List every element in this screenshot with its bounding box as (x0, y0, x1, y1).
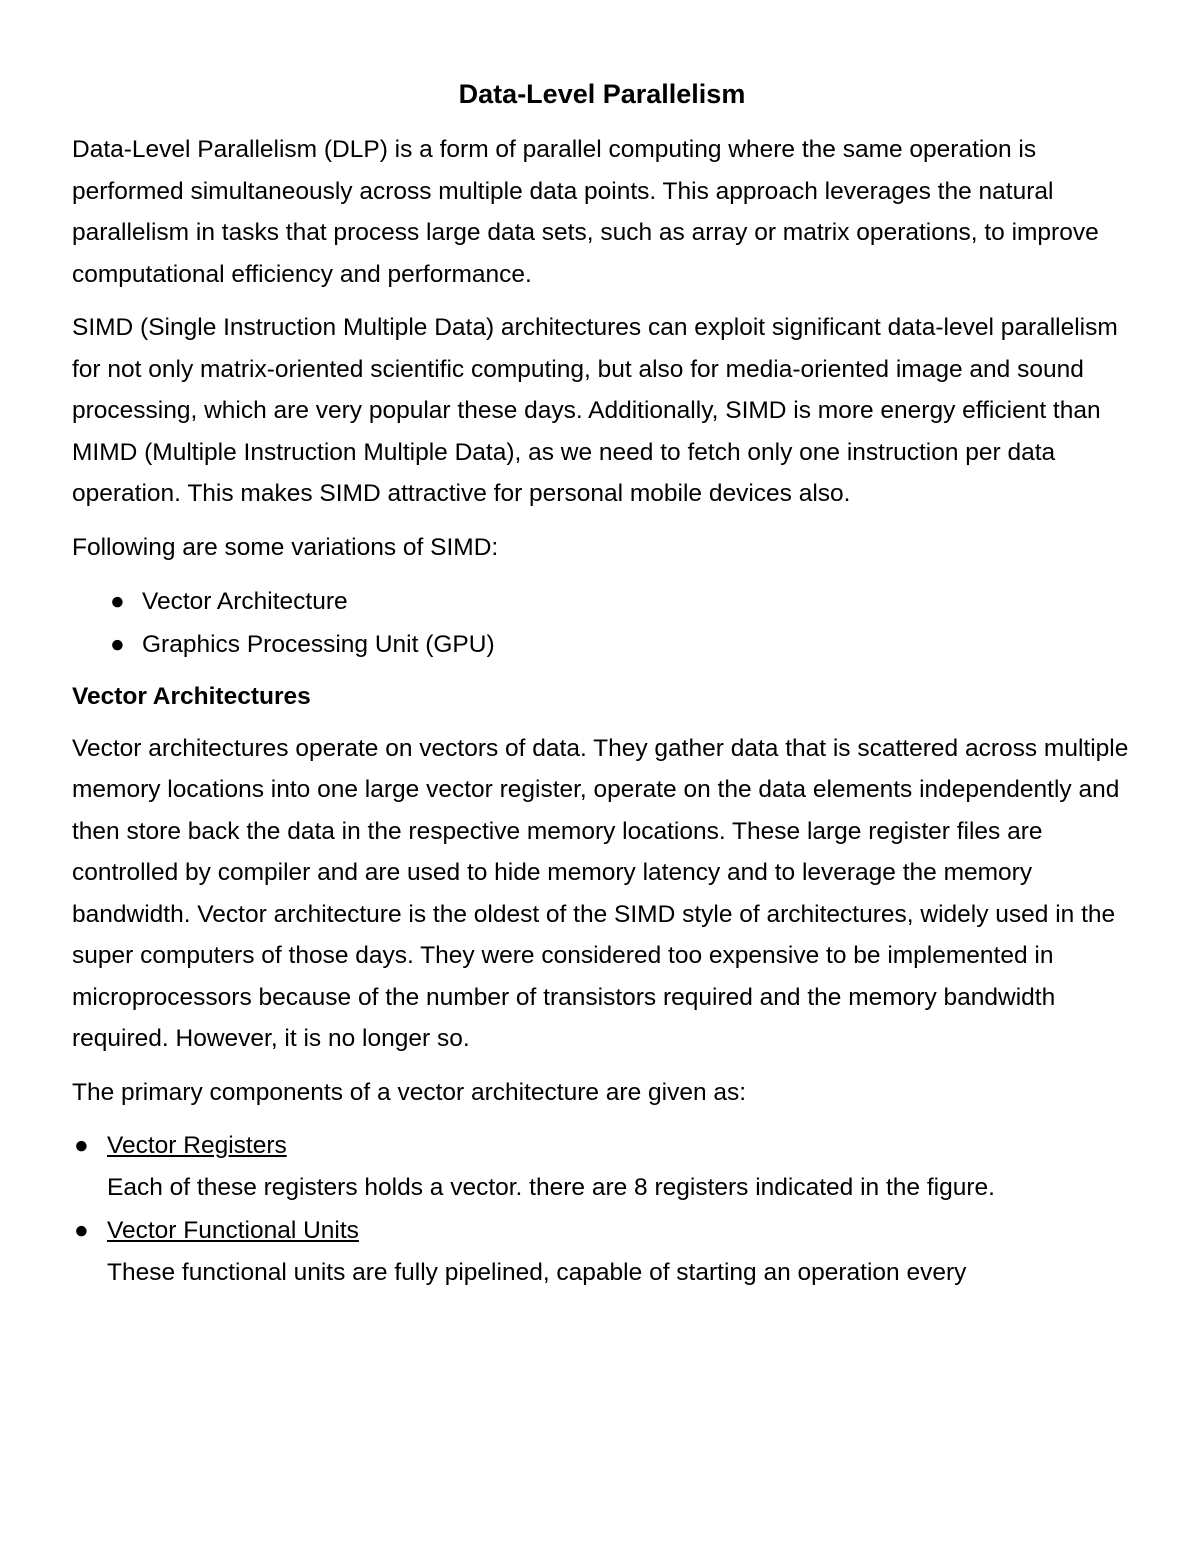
variations-list (72, 580, 1132, 666)
list-item-label: Graphics Processing Unit (GPU) (142, 631, 495, 658)
components-intro: The primary components of a vector architecture are given as: (72, 1078, 747, 1106)
bullet-icon: ● (74, 1217, 89, 1244)
component-description: Each of these registers holds a vector. there are 8 registers indicated in the figure. (107, 1173, 995, 1201)
intro-paragraph: Data-Level Parallelism (DLP) is a form of parallel computing where the same operation is performed simultaneously across multiple data points. This approach leverages the natural parallelism in tasks that process large data sets, such as array or matrix operations, to improve computational efficiency and performance. (72, 136, 1099, 288)
component-description: These functional units are fully pipelined, capable of starting an operation every (107, 1258, 967, 1286)
list-item (72, 1210, 1132, 1293)
component-name: Vector Functional Units (107, 1217, 359, 1244)
variations-intro: Following are some variations of SIMD: (72, 533, 499, 561)
list-item-label: Vector Architecture (142, 588, 348, 615)
list-item (72, 623, 1132, 666)
list-item (72, 1125, 1132, 1208)
bullet-icon: ● (110, 631, 125, 658)
document-page (72, 74, 1132, 1295)
vector-paragraph: Vector architectures operate on vectors of data. They gather data that is scattered across multiple memory locations into one large vector register, operate on the data elements independently and then store back the data in the respective memory locations. These large register files are controlled by compiler and are used to hide memory latency and to leverage the memory bandwidth. Vector architecture is the oldest of the SIMD style of architectures, widely used in the super computers of those days. They were considered too expensive to be implemented in microprocessors because of the number of transistors required and the memory bandwidth required. However, it is no longer so. (72, 734, 1129, 1052)
bullet-icon: ● (74, 1132, 89, 1159)
component-name: Vector Registers (107, 1132, 287, 1159)
section-heading-vector-architectures: Vector Architectures (72, 683, 311, 710)
list-item (72, 580, 1132, 623)
components-list (72, 1125, 1132, 1293)
page-title: Data-Level Parallelism (458, 79, 746, 109)
simd-paragraph: SIMD (Single Instruction Multiple Data) architectures can exploit significant data-level parallelism for not only matrix-oriented scientific computing, but also for media-oriented image and sound processing, which are very popular these days. Additionally, SIMD is more energy efficient than MIMD (Multiple Instruction Multiple Data), as we need to fetch only one instruction per data operation. This makes SIMD attractive for personal mobile devices also. (72, 314, 1118, 507)
bullet-icon: ● (110, 588, 125, 615)
